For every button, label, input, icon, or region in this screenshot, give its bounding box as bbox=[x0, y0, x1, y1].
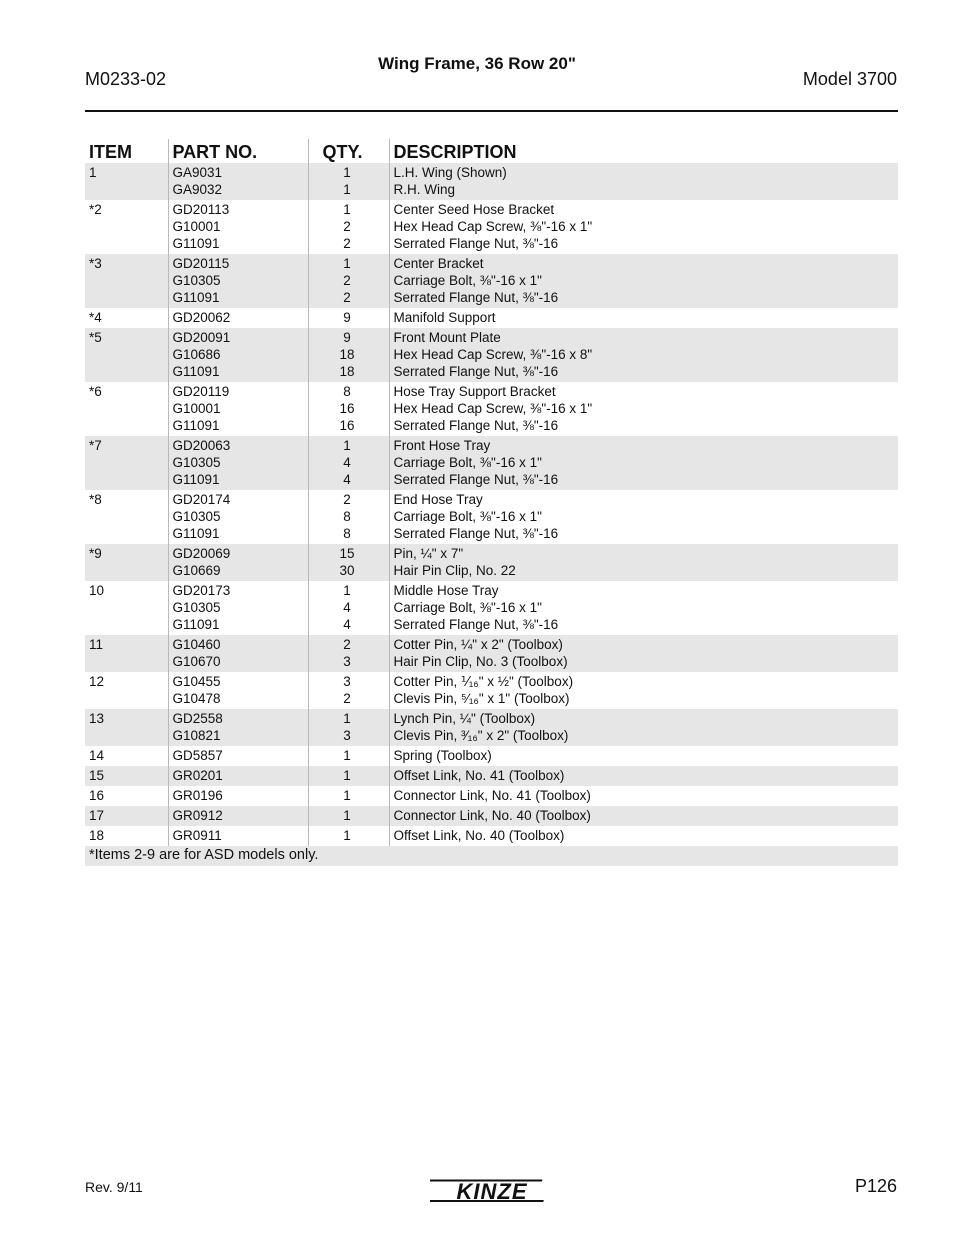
table-row bbox=[85, 766, 898, 786]
quantity: 1 bbox=[343, 182, 351, 197]
header-rule bbox=[85, 110, 898, 112]
page-number: P126 bbox=[854, 1176, 897, 1196]
part-number-cell bbox=[168, 200, 308, 254]
description: Hex Head Cap Screw, ⅜"-16 x 1" bbox=[393, 401, 593, 416]
quantity: 8 bbox=[343, 384, 351, 399]
description: Hex Head Cap Screw, ⅜"-16 x 8" bbox=[393, 347, 593, 362]
quantity-cell bbox=[308, 766, 389, 786]
table-row bbox=[85, 200, 898, 254]
quantity: 1 bbox=[343, 438, 351, 453]
description: Serrated Flange Nut, ⅜"-16 bbox=[393, 526, 559, 541]
part-number: GR0912 bbox=[172, 808, 223, 823]
description: Hair Pin Clip, No. 3 (Toolbox) bbox=[393, 654, 568, 669]
part-number-cell bbox=[168, 328, 308, 382]
part-number: GD2558 bbox=[172, 711, 223, 726]
part-number: G11091 bbox=[172, 472, 220, 487]
part-number: GR0201 bbox=[172, 768, 223, 783]
quantity: 15 bbox=[339, 546, 355, 561]
description: Hose Tray Support Bracket bbox=[393, 384, 556, 399]
quantity-cell bbox=[308, 490, 389, 544]
description-cell bbox=[389, 308, 898, 328]
description: Cotter Pin, ⅟₁₆" x ½" (Toolbox) bbox=[393, 674, 574, 689]
part-number: G10670 bbox=[172, 654, 221, 669]
page-title: Wing Frame, 36 Row 20" bbox=[378, 54, 576, 73]
description: Center Bracket bbox=[393, 256, 484, 271]
part-number-cell bbox=[168, 382, 308, 436]
description-cell bbox=[389, 786, 898, 806]
kinze-logo bbox=[430, 1175, 552, 1207]
description-cell bbox=[389, 806, 898, 826]
description: Offset Link, No. 40 (Toolbox) bbox=[393, 828, 565, 843]
description-cell bbox=[389, 635, 898, 672]
description: Carriage Bolt, ⅜"-16 x 1" bbox=[393, 509, 542, 524]
table-row bbox=[85, 163, 898, 200]
item-number-cell: 10 bbox=[85, 581, 168, 635]
part-number: G11091 bbox=[172, 526, 220, 541]
description-cell bbox=[389, 436, 898, 490]
quantity: 8 bbox=[343, 509, 351, 524]
part-number-cell bbox=[168, 672, 308, 709]
item-number-cell: 1 bbox=[85, 163, 168, 200]
description: Center Seed Hose Bracket bbox=[393, 202, 555, 217]
table-row bbox=[85, 786, 898, 806]
quantity: 4 bbox=[343, 472, 351, 487]
quantity: 2 bbox=[343, 219, 351, 234]
table-row bbox=[85, 826, 898, 846]
item-number-cell: 14 bbox=[85, 746, 168, 766]
part-number: G11091 bbox=[172, 617, 220, 632]
description: Carriage Bolt, ⅜"-16 x 1" bbox=[393, 273, 542, 288]
description-cell bbox=[389, 746, 898, 766]
quantity: 4 bbox=[343, 617, 351, 632]
part-number: G10305 bbox=[172, 455, 221, 470]
part-number: GD20091 bbox=[172, 330, 231, 345]
quantity: 16 bbox=[339, 418, 355, 433]
quantity: 2 bbox=[343, 273, 351, 288]
quantity: 1 bbox=[343, 788, 351, 803]
quantity-cell bbox=[308, 328, 389, 382]
quantity: 1 bbox=[343, 256, 351, 271]
column-header-description: DESCRIPTION bbox=[393, 142, 517, 162]
description: Cotter Pin, ¼" x 2" (Toolbox) bbox=[393, 637, 563, 652]
item-number-cell: 11 bbox=[85, 635, 168, 672]
table-row bbox=[85, 746, 898, 766]
description-cell bbox=[389, 163, 898, 200]
quantity-cell bbox=[308, 786, 389, 806]
description: R.H. Wing bbox=[393, 182, 456, 197]
quantity-cell bbox=[308, 436, 389, 490]
part-number: G11091 bbox=[172, 290, 220, 305]
description: Clevis Pin, ⁵⁄₁₆" x 1" (Toolbox) bbox=[393, 691, 570, 706]
column-header-item: ITEM bbox=[85, 139, 168, 163]
quantity: 3 bbox=[343, 674, 351, 689]
description: Serrated Flange Nut, ⅜"-16 bbox=[393, 418, 559, 433]
part-number-cell bbox=[168, 786, 308, 806]
quantity: 1 bbox=[343, 828, 351, 843]
part-number: G10821 bbox=[172, 728, 221, 743]
description-cell bbox=[389, 581, 898, 635]
description: Serrated Flange Nut, ⅜"-16 bbox=[393, 290, 559, 305]
part-number: GD20113 bbox=[172, 202, 230, 217]
quantity: 1 bbox=[343, 808, 351, 823]
part-number: G10686 bbox=[172, 347, 221, 362]
column-header-part-no: PART NO. bbox=[168, 139, 308, 163]
part-number: G10305 bbox=[172, 600, 221, 615]
description-cell bbox=[389, 254, 898, 308]
item-number-cell: *4 bbox=[85, 308, 168, 328]
description-cell bbox=[389, 709, 898, 746]
part-number: GR0911 bbox=[172, 828, 222, 843]
item-number-cell: *8 bbox=[85, 490, 168, 544]
part-number: GD20062 bbox=[172, 310, 231, 325]
part-number: G10669 bbox=[172, 563, 221, 578]
description: Hair Pin Clip, No. 22 bbox=[393, 563, 516, 578]
description-cell bbox=[389, 826, 898, 846]
item-number-cell: 16 bbox=[85, 786, 168, 806]
part-number-cell bbox=[168, 746, 308, 766]
quantity: 3 bbox=[343, 728, 351, 743]
part-number-cell bbox=[168, 581, 308, 635]
part-number-cell bbox=[168, 709, 308, 746]
item-number-cell: *5 bbox=[85, 328, 168, 382]
item-number-cell: *3 bbox=[85, 254, 168, 308]
description: Serrated Flange Nut, ⅜"-16 bbox=[393, 617, 559, 632]
quantity-cell bbox=[308, 581, 389, 635]
description: Connector Link, No. 41 (Toolbox) bbox=[393, 788, 591, 803]
parts-table bbox=[85, 139, 898, 866]
item-number-cell: 12 bbox=[85, 672, 168, 709]
part-number: G10478 bbox=[172, 691, 221, 706]
part-number: GD20115 bbox=[172, 256, 230, 271]
description: Clevis Pin, ³⁄₁₆" x 2" (Toolbox) bbox=[393, 728, 569, 743]
table-row bbox=[85, 806, 898, 826]
part-number: G10305 bbox=[172, 273, 221, 288]
quantity-cell bbox=[308, 200, 389, 254]
svg-text:KINZE: KINZE bbox=[456, 1179, 528, 1204]
description-cell bbox=[389, 544, 898, 581]
quantity-cell bbox=[308, 163, 389, 200]
quantity: 1 bbox=[343, 768, 351, 783]
description: Serrated Flange Nut, ⅜"-16 bbox=[393, 364, 559, 379]
footnote: *Items 2-9 are for ASD models only. bbox=[85, 846, 898, 866]
description-cell bbox=[389, 490, 898, 544]
part-number-cell bbox=[168, 490, 308, 544]
table-row bbox=[85, 254, 898, 308]
quantity-cell bbox=[308, 635, 389, 672]
item-number-cell: 18 bbox=[85, 826, 168, 846]
part-number: G10001 bbox=[172, 219, 221, 234]
description: Pin, ¼" x 7" bbox=[393, 546, 464, 561]
part-number: G10001 bbox=[172, 401, 221, 416]
quantity: 1 bbox=[343, 165, 351, 180]
part-number: GA9031 bbox=[172, 165, 223, 180]
quantity: 2 bbox=[343, 691, 351, 706]
description: Serrated Flange Nut, ⅜"-16 bbox=[393, 236, 559, 251]
description: Serrated Flange Nut, ⅜"-16 bbox=[393, 472, 559, 487]
description-cell bbox=[389, 328, 898, 382]
quantity: 1 bbox=[343, 202, 351, 217]
part-number: GD20119 bbox=[172, 384, 230, 399]
quantity: 2 bbox=[343, 236, 351, 251]
part-number-cell bbox=[168, 163, 308, 200]
part-number-cell bbox=[168, 806, 308, 826]
part-number-cell bbox=[168, 308, 308, 328]
part-number-cell bbox=[168, 635, 308, 672]
description: Middle Hose Tray bbox=[393, 583, 499, 598]
part-number-cell bbox=[168, 544, 308, 581]
table-row bbox=[85, 490, 898, 544]
quantity: 9 bbox=[343, 310, 351, 325]
part-number-cell bbox=[168, 254, 308, 308]
description: Connector Link, No. 40 (Toolbox) bbox=[393, 808, 591, 823]
document-number: M0233-02 bbox=[85, 69, 167, 89]
part-number: G10455 bbox=[172, 674, 221, 689]
quantity: 1 bbox=[343, 748, 351, 763]
table-row bbox=[85, 328, 898, 382]
quantity-cell bbox=[308, 709, 389, 746]
description: L.H. Wing (Shown) bbox=[393, 165, 507, 180]
description-cell bbox=[389, 672, 898, 709]
quantity: 8 bbox=[343, 526, 351, 541]
item-number-cell: 13 bbox=[85, 709, 168, 746]
footnote-row bbox=[85, 846, 898, 866]
quantity-cell bbox=[308, 746, 389, 766]
item-number-cell: 15 bbox=[85, 766, 168, 786]
column-header-qty: QTY. bbox=[308, 139, 389, 163]
part-number: GA9032 bbox=[172, 182, 223, 197]
table-row bbox=[85, 635, 898, 672]
part-number: GD20069 bbox=[172, 546, 231, 561]
part-number: G11091 bbox=[172, 364, 220, 379]
parts-table-body bbox=[85, 163, 898, 846]
description: Front Mount Plate bbox=[393, 330, 501, 345]
description-cell bbox=[389, 382, 898, 436]
table-row bbox=[85, 672, 898, 709]
item-number-cell: *6 bbox=[85, 382, 168, 436]
quantity-cell bbox=[308, 806, 389, 826]
part-number: G10305 bbox=[172, 509, 221, 524]
quantity: 16 bbox=[339, 401, 355, 416]
description-cell bbox=[389, 200, 898, 254]
part-number: GD5857 bbox=[172, 748, 223, 763]
description: Carriage Bolt, ⅜"-16 x 1" bbox=[393, 455, 542, 470]
quantity-cell bbox=[308, 672, 389, 709]
quantity: 1 bbox=[343, 583, 351, 598]
model-label: Model 3700 bbox=[802, 69, 897, 89]
part-number: GD20174 bbox=[172, 492, 231, 507]
description: Manifold Support bbox=[393, 310, 496, 325]
part-number: GR0196 bbox=[172, 788, 223, 803]
table-row bbox=[85, 709, 898, 746]
item-number-cell: *2 bbox=[85, 200, 168, 254]
quantity: 2 bbox=[343, 290, 351, 305]
item-number-cell: *7 bbox=[85, 436, 168, 490]
part-number-cell bbox=[168, 436, 308, 490]
quantity: 4 bbox=[343, 600, 351, 615]
description: Spring (Toolbox) bbox=[393, 748, 492, 763]
item-number-cell: *9 bbox=[85, 544, 168, 581]
part-number-cell bbox=[168, 826, 308, 846]
quantity-cell bbox=[308, 254, 389, 308]
table-row bbox=[85, 308, 898, 328]
quantity: 3 bbox=[343, 654, 351, 669]
item-number-cell: 17 bbox=[85, 806, 168, 826]
table-header-row bbox=[85, 139, 898, 163]
description: Hex Head Cap Screw, ⅜"-16 x 1" bbox=[393, 219, 593, 234]
revision-label: Rev. 9/11 bbox=[85, 1179, 143, 1195]
part-number: GD20063 bbox=[172, 438, 231, 453]
part-number-cell bbox=[168, 766, 308, 786]
quantity: 2 bbox=[343, 492, 351, 507]
quantity-cell bbox=[308, 308, 389, 328]
quantity: 18 bbox=[339, 347, 355, 362]
table-row bbox=[85, 544, 898, 581]
quantity: 9 bbox=[343, 330, 351, 345]
part-number: G11091 bbox=[172, 236, 220, 251]
quantity-cell bbox=[308, 826, 389, 846]
description: Offset Link, No. 41 (Toolbox) bbox=[393, 768, 565, 783]
description: Lynch Pin, ¼" (Toolbox) bbox=[393, 711, 536, 726]
part-number: G11091 bbox=[172, 418, 220, 433]
table-row bbox=[85, 436, 898, 490]
quantity: 4 bbox=[343, 455, 351, 470]
table-row bbox=[85, 382, 898, 436]
part-number: GD20173 bbox=[172, 583, 231, 598]
part-number: G10460 bbox=[172, 637, 221, 652]
description-cell bbox=[389, 766, 898, 786]
quantity: 18 bbox=[339, 364, 355, 379]
description: Front Hose Tray bbox=[393, 438, 491, 453]
description: End Hose Tray bbox=[393, 492, 483, 507]
table-row bbox=[85, 581, 898, 635]
quantity: 30 bbox=[339, 563, 355, 578]
description: Carriage Bolt, ⅜"-16 x 1" bbox=[393, 600, 542, 615]
quantity: 2 bbox=[343, 637, 351, 652]
quantity: 1 bbox=[343, 711, 351, 726]
quantity-cell bbox=[308, 544, 389, 581]
quantity-cell bbox=[308, 382, 389, 436]
